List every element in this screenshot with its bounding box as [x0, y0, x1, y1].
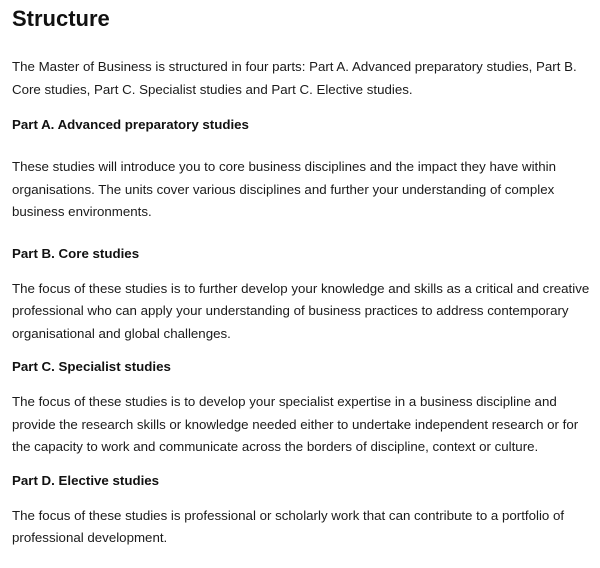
section-body-part-d: The focus of these studies is professional or scholarly work that can contribute to a portfolio of professional development.	[12, 507, 565, 545]
section-heading-part-c: Part C. Specialist studies	[12, 359, 171, 374]
section-body-part-a: These studies will introduce you to core business disciplines and the impact they have within organisations. The units cover various disciplines and further your understanding of complex business environments.	[12, 159, 556, 219]
section-body-part-c: The focus of these studies is to develop your specialist expertise in a business discipline and provide the research skills or knowledge needed either to undertake independent research or for the capacity to work and communicate across the borders of discipline, context or culture.	[12, 394, 579, 454]
section-body-part-b: The focus of these studies is to further develop your knowledge and skills as a critical and creative professional who can apply your understanding of business practices to address contemporary organisational and global challenges.	[12, 280, 590, 341]
section-heading-part-b: Part B. Core studies	[12, 245, 140, 261]
section-heading-part-d: Part D. Elective studies	[12, 472, 160, 488]
intro-paragraph: The Master of Business is structured in four parts: Part A. Advanced preparatory studies, Part B. Core studies, Part C. Specialist studies and Part C. Elective studies.	[12, 59, 577, 97]
section-heading-part-a: Part A. Advanced preparatory studies	[12, 117, 249, 132]
page-title: Structure	[12, 6, 110, 31]
